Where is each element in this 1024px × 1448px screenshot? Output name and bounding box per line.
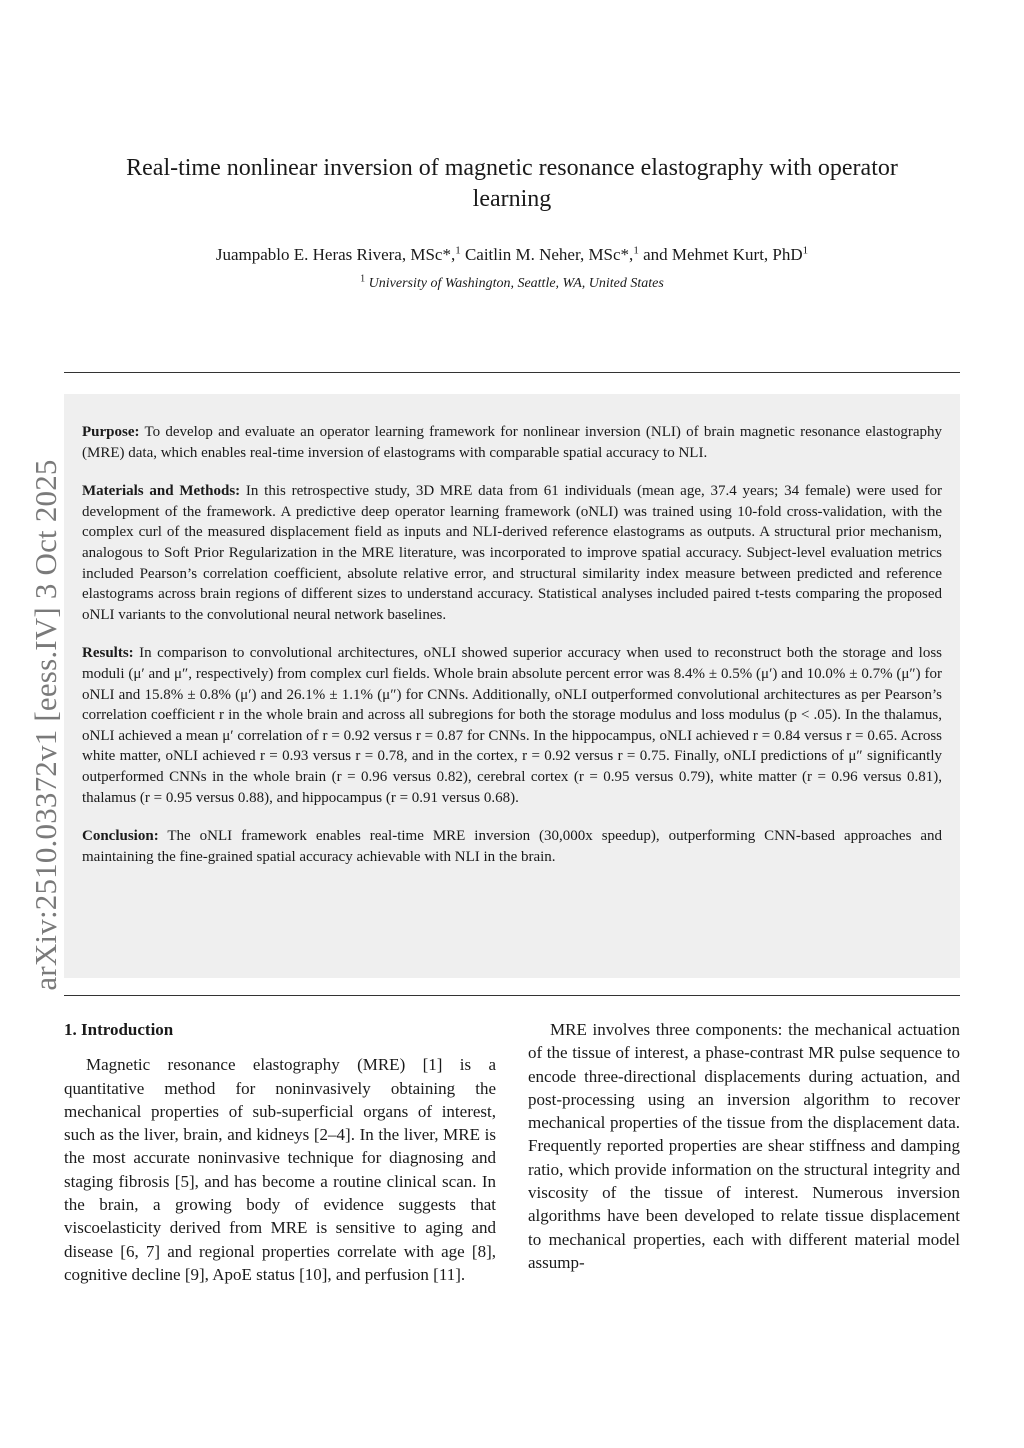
methods-label: Materials and Methods:: [82, 483, 241, 500]
bottom-divider: [64, 995, 960, 996]
author-list: [64, 243, 960, 267]
methods-text: In this retrospective study, 3D MRE data from 61 individuals (mean age, 37.4 years; 34 female) were used for development of the framework. A predictive deep operator learning framework (oNLI) was trained using 10-fold cross-validation, with the complex curl of the measured displacement field as inputs and NLI-derived reference elastograms as outputs. A structural prior mechanism, analogous to Soft Prior Regularization in the MRE literature, was incorporated to improve spatial accuracy. Subject-level evaluation metrics included Pearson’s correlation coefficient, absolute relative error, and structural similarity index measure between predicted and reference elastograms across brain regions of different sizes to understand accuracy. Statistical analyses included paired t-tests comparing the proposed oNLI variants to the convolutional neural network baselines.: [82, 483, 942, 623]
left-column: [64, 1018, 496, 1286]
affiliation-marker: 1: [633, 244, 639, 257]
author-conjunction: and: [643, 245, 668, 264]
abstract-methods: [82, 481, 942, 625]
affiliation-marker: 1: [455, 244, 461, 257]
paper-title: Real-time nonlinear inversion of magnetic resonance elastography with operator learning: [126, 155, 898, 212]
intro-paragraph: Magnetic resonance elastography (MRE) [1] is a quantitative method for noninvasively obtaining the mechanical properties of sub-superficial organs of interest, such as the liver, brain, and kidneys [2–4]. In the liver, MRE is the most accurate noninvasive technique for diagnosing and staging fibrosis [5], and has become a routine clinical scan. In the brain, a growing body of evidence suggests that viscoelasticity derived from MRE is sensitive to aging and disease [6, 7] and regional properties correlate with age [8], cognitive decline [9], ApoE status [10], and perfusion [11].: [64, 1055, 496, 1284]
purpose-label: Purpose:: [82, 424, 140, 440]
conclusion-label: Conclusion:: [82, 828, 159, 845]
conclusion-text: The oNLI framework enables real-time MRE inversion (30,000x speedup), outperforming CNN-based approaches and maintaining the fine-grained spatial accuracy achievable with NLI in the brain.: [82, 828, 943, 865]
affiliation: [64, 273, 960, 292]
results-text: In comparison to convolutional architectures, oNLI showed superior accuracy when used to reconstruct both the storage and loss moduli (μ′ and μ″, respectively) from complex curl fields. Whole brain absolute percent error was 8.4% ± 0.5% (μ′) and 10.0% ± 0.7% (μ″) for oNLI and 15.8% ± 0.8% (μ′) and 26.1% ± 1.1% (μ″) for CNNs. Additionally, oNLI outperformed convolutional architectures as per Pearson’s correlation coefficient r in the whole brain and across all subregions for both the storage modulus and loss modulus (p < .05). In the thalamus, oNLI achieved a mean μ′ correlation of r = 0.92 versus r = 0.87 for CNNs. In the hippocampus, oNLI achieved r = 0.84 versus r = 0.65. Across white matter, oNLI achieved r = 0.93 versus r = 0.78, and in the cortex, r = 0.92 versus r = 0.75. Finally, oNLI predictions of μ″ significantly outperformed CNNs in the whole brain (r = 0.96 versus 0.82), cerebral cortex (r = 0.95 versus 0.79), white matter (r = 0.96 versus 0.81), thalamus (r = 0.95 versus 0.88), and hippocampus (r = 0.91 versus 0.68).: [82, 645, 942, 806]
affiliation-marker: 1: [360, 273, 366, 285]
author-name: Caitlin M. Neher, MSc*,: [464, 245, 634, 264]
abstract-box: [64, 394, 960, 978]
results-label: Results:: [82, 645, 134, 662]
affiliation-text: University of Washington, Seattle, WA, United States: [368, 276, 664, 291]
author-name: Mehmet Kurt, PhD: [671, 245, 803, 264]
intro-paragraph: MRE involves three components: the mechanical actuation of the tissue of interest, a phase-contrast MR pulse sequence to encode three-directional displacements during actuation, and post-processing using an inversion algorithm to recover mechanical properties of the tissue from the displacement data. Frequently reported properties are shear stiffness and damping ratio, which provide information on the structural integrity and viscosity of the tissue of interest. Numerous inversion algorithms have been developed to relate tissue displacement to mechanical properties, each with different material model assump-: [528, 1020, 960, 1272]
section-heading: 1. Introduction: [64, 1020, 174, 1039]
abstract-conclusion: [82, 826, 942, 867]
purpose-text: To develop and evaluate an operator learning framework for nonlinear inversion (NLI) of brain magnetic resonance elastography (MRE) data, which enables real-time inversion of elastograms with comparable spatial accuracy to NLI.: [82, 424, 943, 461]
abstract-results: [82, 643, 942, 808]
top-divider: [64, 372, 960, 373]
affiliation-marker: 1: [802, 244, 809, 257]
right-column: [528, 1018, 960, 1274]
author-name: Juampablo E. Heras Rivera, MSc*,: [215, 245, 456, 264]
abstract-purpose: [82, 422, 942, 463]
arxiv-identifier-stamp[interactable]: arXiv:2510.03372v1 [eess.IV] 3 Oct 2025: [28, 459, 63, 991]
